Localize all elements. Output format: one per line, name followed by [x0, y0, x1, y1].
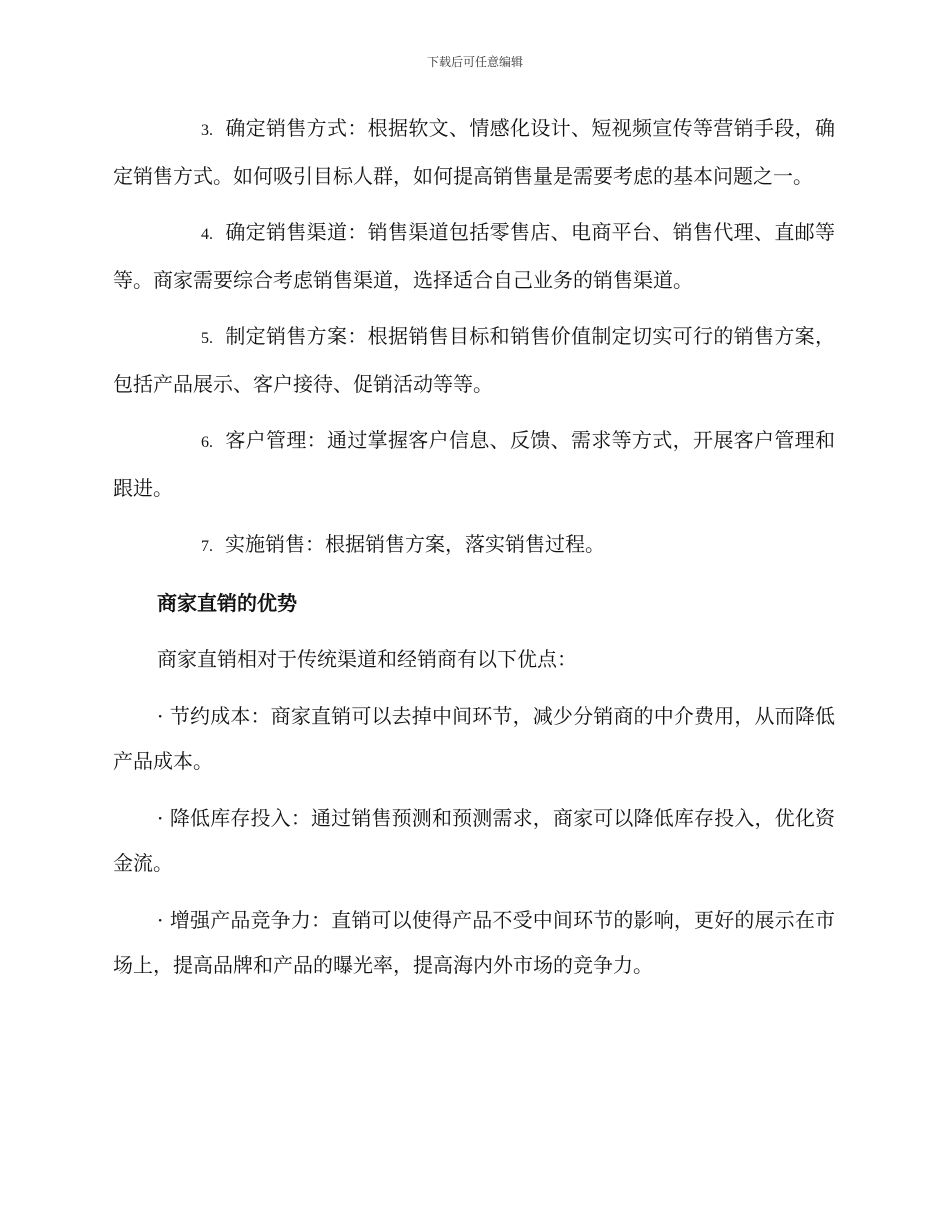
- step-text: 确定销售方式：根据软文、情感化设计、短视频宣传等营销手段，确定销售方式。如何吸引目标人群，如何提高销售量是需要考虑的基本问题之一。: [113, 116, 835, 188]
- step-text: 客户管理：通过掌握客户信息、反馈、需求等方式，开展客户管理和跟进。: [113, 428, 835, 500]
- page-header: 下载后可任意编辑: [426, 55, 523, 69]
- step-text: 确定销售渠道：销售渠道包括零售店、电商平台、销售代理、直邮等等。商家需要综合考虑销售渠道，选择适合自己业务的销售渠道。: [113, 220, 835, 292]
- advantage-item-cost: · 节约成本：商家直销可以去掉中间环节，减少分销商的中介费用，从而降低产品成本。: [113, 703, 835, 773]
- advantage-item-competitiveness: · 增强产品竞争力：直销可以使得产品不受中间环节的影响，更好的展示在市场上，提高品牌和产品的曝光率，提高海内外市场的竞争力。: [113, 907, 835, 977]
- document-body: [113, 106, 835, 1000]
- section-heading: 商家直销的优势: [157, 590, 297, 615]
- step-item-3: [113, 106, 835, 199]
- section-intro: 商家直销相对于传统渠道和经销商有以下优点：: [157, 647, 577, 671]
- step-number: 6.: [201, 434, 213, 451]
- step-text: 实施销售：根据销售方案，落实销售过程。: [225, 532, 605, 556]
- step-item-4: [113, 210, 835, 303]
- step-number: 4.: [201, 226, 213, 243]
- step-item-6: [113, 418, 835, 511]
- step-item-5: [113, 314, 835, 407]
- step-text: 制定销售方案：根据销售目标和销售价值制定切实可行的销售方案，包括产品展示、客户接待、促销活动等等。: [113, 324, 835, 396]
- step-number: 7.: [201, 538, 213, 555]
- step-item-7: [113, 522, 835, 570]
- step-number: 3.: [201, 122, 213, 139]
- advantage-item-inventory: · 降低库存投入：通过销售预测和预测需求，商家可以降低库存投入，优化资金流。: [113, 805, 835, 875]
- step-number: 5.: [201, 330, 213, 347]
